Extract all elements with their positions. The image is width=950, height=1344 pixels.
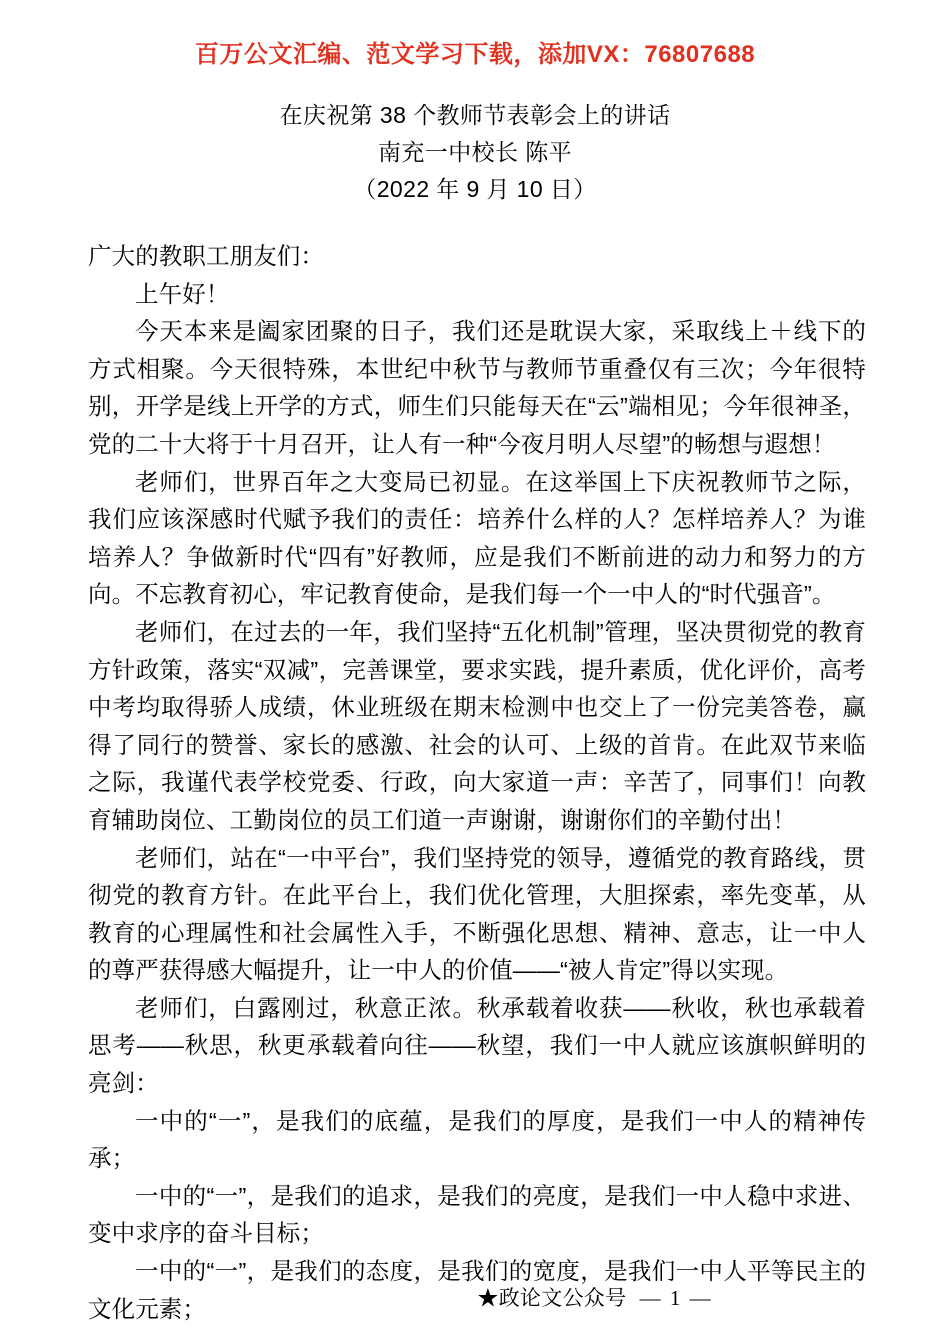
body-paragraph: 一中的“一”，是我们的底蕴，是我们的厚度，是我们一中人的精神传承； — [88, 1107, 866, 1172]
document-title: 在庆祝第 38 个教师节表彰会上的讲话 — [279, 102, 671, 128]
page-number: — 1 — — [639, 1286, 713, 1310]
body-paragraph: 广大的教职工朋友们： — [88, 243, 324, 269]
document-date: （2022 年 9 月 10 日） — [353, 175, 597, 202]
promo-header-banner: 百万公文汇编、范文学习下载，添加VX：76807688 — [194, 41, 756, 68]
body-paragraph: 老师们，白露刚过，秋意正浓。秋承载着收获——秋收，秋也承载着思考——秋思，秋更承载着向往——秋望，我们一中人就应该旗帜鲜明的亮剑： — [88, 994, 866, 1097]
body-paragraph: 今天本来是阖家团聚的日子，我们还是耽误大家，采取线上＋线下的方式相聚。今天很特殊，本世纪中秋节与教师节重叠仅有三次；今年很特别，开学是线上开学的方式，师生们只能每天在“云”端相见；今年很神圣，党的二十大将于十月召开，让人有一种“今夜月明人尽望”的畅想与遐想！ — [88, 318, 866, 457]
title-block — [0, 98, 950, 208]
body-paragraph: 老师们，在过去的一年，我们坚持“五化机制”管理，坚决贯彻党的教育方针政策，落实“双减”，完善课堂，要求实践，提升素质，优化评价，高考中考均取得骄人成绩，休业班级在期末检测中也交上了一份完美答卷，赢得了同行的赞誉、家长的感激、社会的认可、上级的首肯。在此双节来临之际，我谨代表学校党委、行政，向大家道一声：辛苦了，同事们！向教育辅助岗位、工勤岗位的员工们道一声谢谢，谢谢你们的辛勤付出！ — [88, 618, 866, 833]
body-paragraph: 老师们，站在“一中平台”，我们坚持党的领导，遵循党的教育路线，贯彻党的教育方针。在此平台上，我们优化管理，大胆探索，率先变革，从教育的心理属性和社会属性入手，不断强化思想、精神、意志，让一中人的尊严获得感大幅提升，让一中人的价值——“被人肯定”得以实现。 — [88, 844, 866, 984]
body-paragraph: 一中的“一”，是我们的追求，是我们的亮度，是我们一中人稳中求进、变中求序的奋斗目标； — [88, 1182, 866, 1247]
body-paragraph: 一中的“一”，是我们的态度，是我们的宽度，是我们一中人平等民主的文化元素； — [88, 1258, 866, 1322]
document-body — [88, 238, 866, 1328]
page-footer — [0, 1286, 950, 1311]
body-paragraph: 老师们，世界百年之大变局已初显。在这举国上下庆祝教师节之际，我们应该深感时代赋予我们的责任：培养什么样的人？怎样培养人？为谁培养人？争做新时代“四有”好教师，应是我们不断前进的动力和努力的方向。不忘教育初心，牢记教育使命，是我们每一个一中人的“时代强音”。 — [88, 468, 866, 608]
body-paragraph: 上午好！ — [135, 280, 230, 307]
document-byline: 南充一中校长 陈平 — [378, 138, 572, 165]
footer-watermark: ★政论文公众号 — [477, 1286, 627, 1310]
